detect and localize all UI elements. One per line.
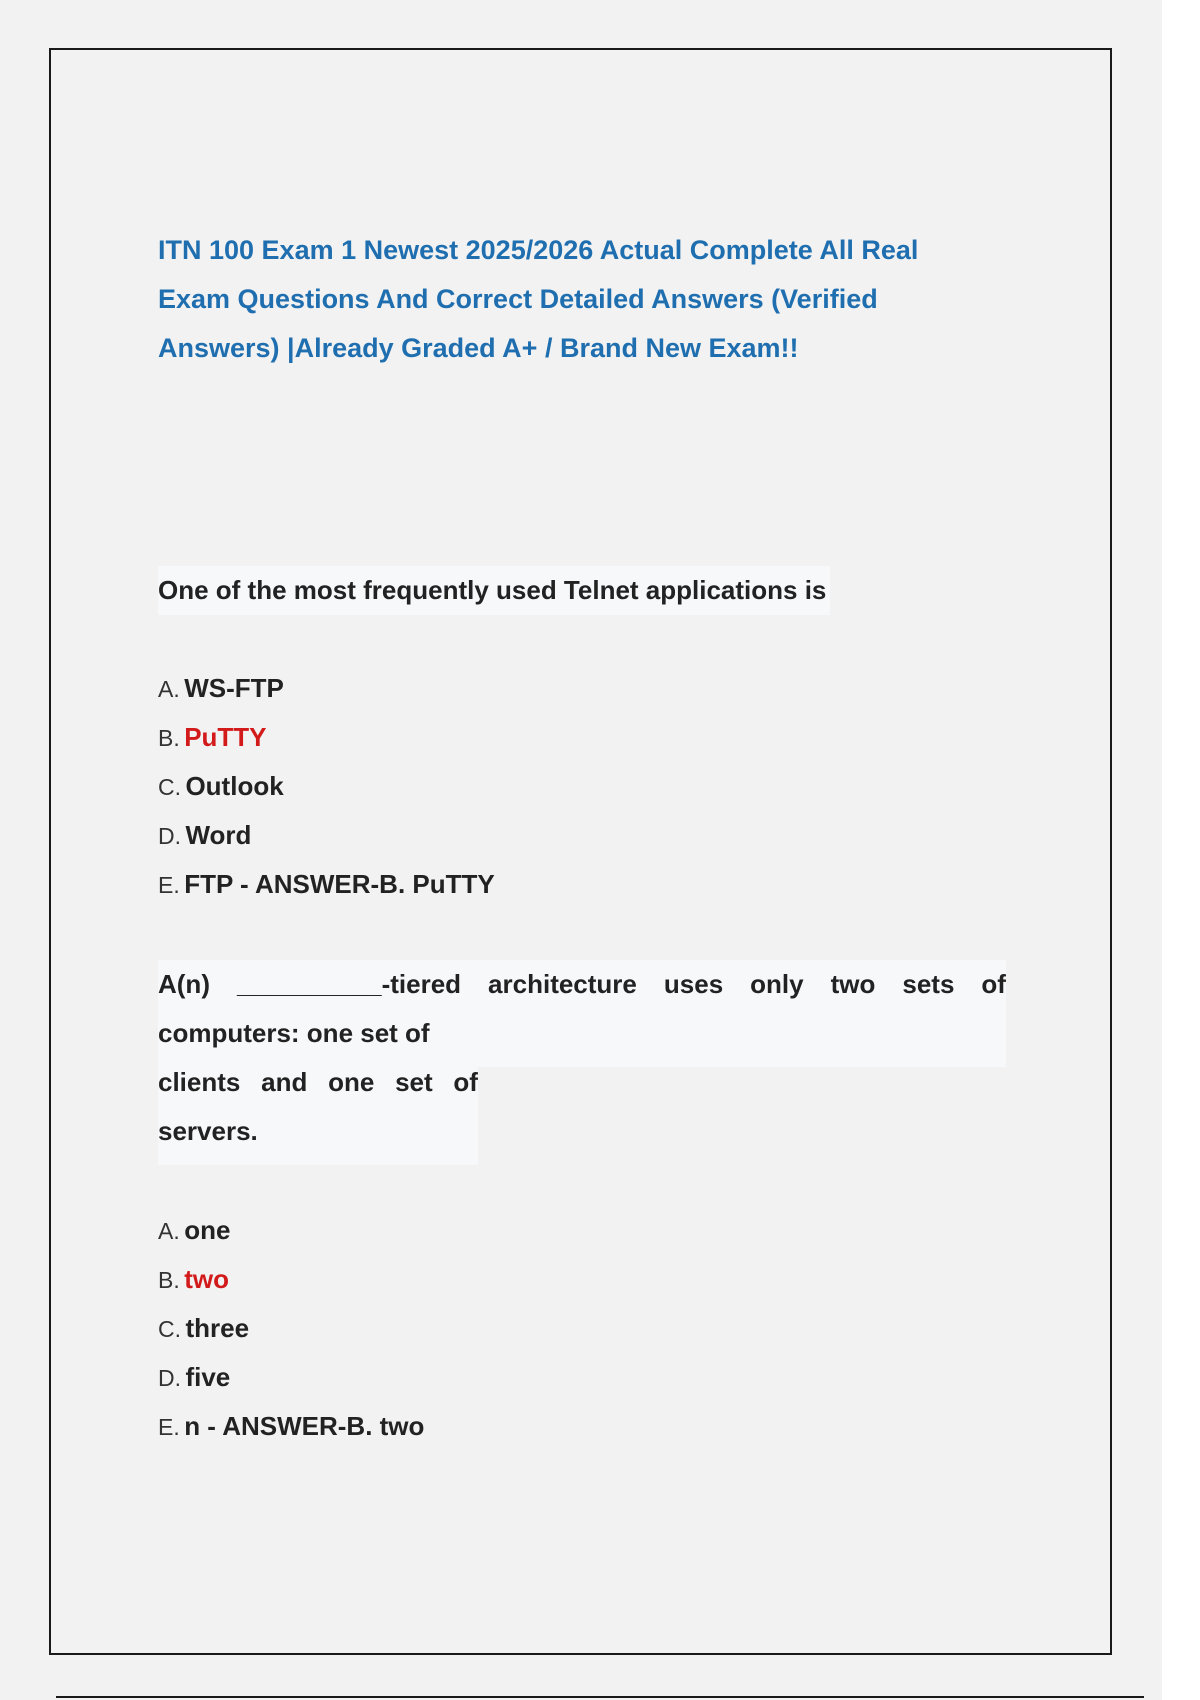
option-letter: D. — [158, 1365, 181, 1391]
prompt-word: of — [453, 1067, 478, 1097]
page-divider — [56, 1696, 1144, 1698]
option-letter: E. — [158, 1414, 180, 1440]
document-title-line: Exam Questions And Correct Detailed Answers (Verified — [158, 284, 878, 314]
option-text-answer: FTP - ANSWER-B. PuTTY — [184, 869, 495, 899]
option-e — [158, 1402, 424, 1451]
option-c — [158, 1304, 424, 1353]
document-title-line: Answers) |Already Graded A+ / Brand New Exam!! — [158, 333, 799, 363]
option-b — [158, 713, 495, 762]
question-1-prompt: One of the most frequently used Telnet applications is — [158, 566, 830, 615]
option-text: one — [184, 1215, 231, 1245]
option-text: WS-FTP — [184, 673, 284, 703]
question-2-prompt-line — [158, 1058, 478, 1107]
option-text-correct: two — [184, 1264, 229, 1294]
prompt-word: only — [750, 969, 804, 999]
prompt-word: two — [830, 969, 876, 999]
option-letter: A. — [158, 676, 180, 702]
prompt-word: __________-tiered — [236, 969, 462, 999]
option-d — [158, 1353, 424, 1402]
prompt-word: architecture — [488, 969, 637, 999]
option-text-answer: n - ANSWER-B. two — [184, 1411, 425, 1441]
option-text: five — [185, 1362, 231, 1392]
question-2-prompt-line: computers: one set of — [158, 1018, 430, 1048]
option-text: Outlook — [185, 771, 284, 801]
prompt-word: and — [261, 1067, 308, 1097]
option-letter: C. — [158, 774, 181, 800]
option-letter: A. — [158, 1218, 180, 1244]
prompt-word: uses — [663, 969, 724, 999]
question-2-prompt-line — [158, 960, 1006, 1009]
prompt-word: set — [395, 1067, 433, 1097]
prompt-word: of — [981, 969, 1006, 999]
option-letter: D. — [158, 823, 181, 849]
option-c — [158, 762, 495, 811]
prompt-word: sets — [902, 969, 955, 999]
document-title-line: ITN 100 Exam 1 Newest 2025/2026 Actual Complete All Real — [158, 235, 919, 265]
page-gutter — [1162, 0, 1200, 1700]
question-2-options — [158, 1206, 424, 1451]
option-b — [158, 1255, 424, 1304]
option-text: Word — [185, 820, 252, 850]
option-e — [158, 860, 495, 909]
document-title — [158, 226, 978, 373]
option-a — [158, 1206, 424, 1255]
option-d — [158, 811, 495, 860]
option-letter: B. — [158, 1267, 180, 1293]
option-text-correct: PuTTY — [184, 722, 267, 752]
option-letter: B. — [158, 725, 180, 751]
option-letter: C. — [158, 1316, 181, 1342]
prompt-word: A(n) — [158, 969, 210, 999]
option-a — [158, 664, 495, 713]
question-1-options — [158, 664, 495, 909]
question-2-prompt-line: servers. — [158, 1116, 258, 1146]
prompt-word: clients — [158, 1067, 241, 1097]
option-letter: E. — [158, 872, 180, 898]
option-text: three — [185, 1313, 250, 1343]
prompt-word: one — [328, 1067, 375, 1097]
